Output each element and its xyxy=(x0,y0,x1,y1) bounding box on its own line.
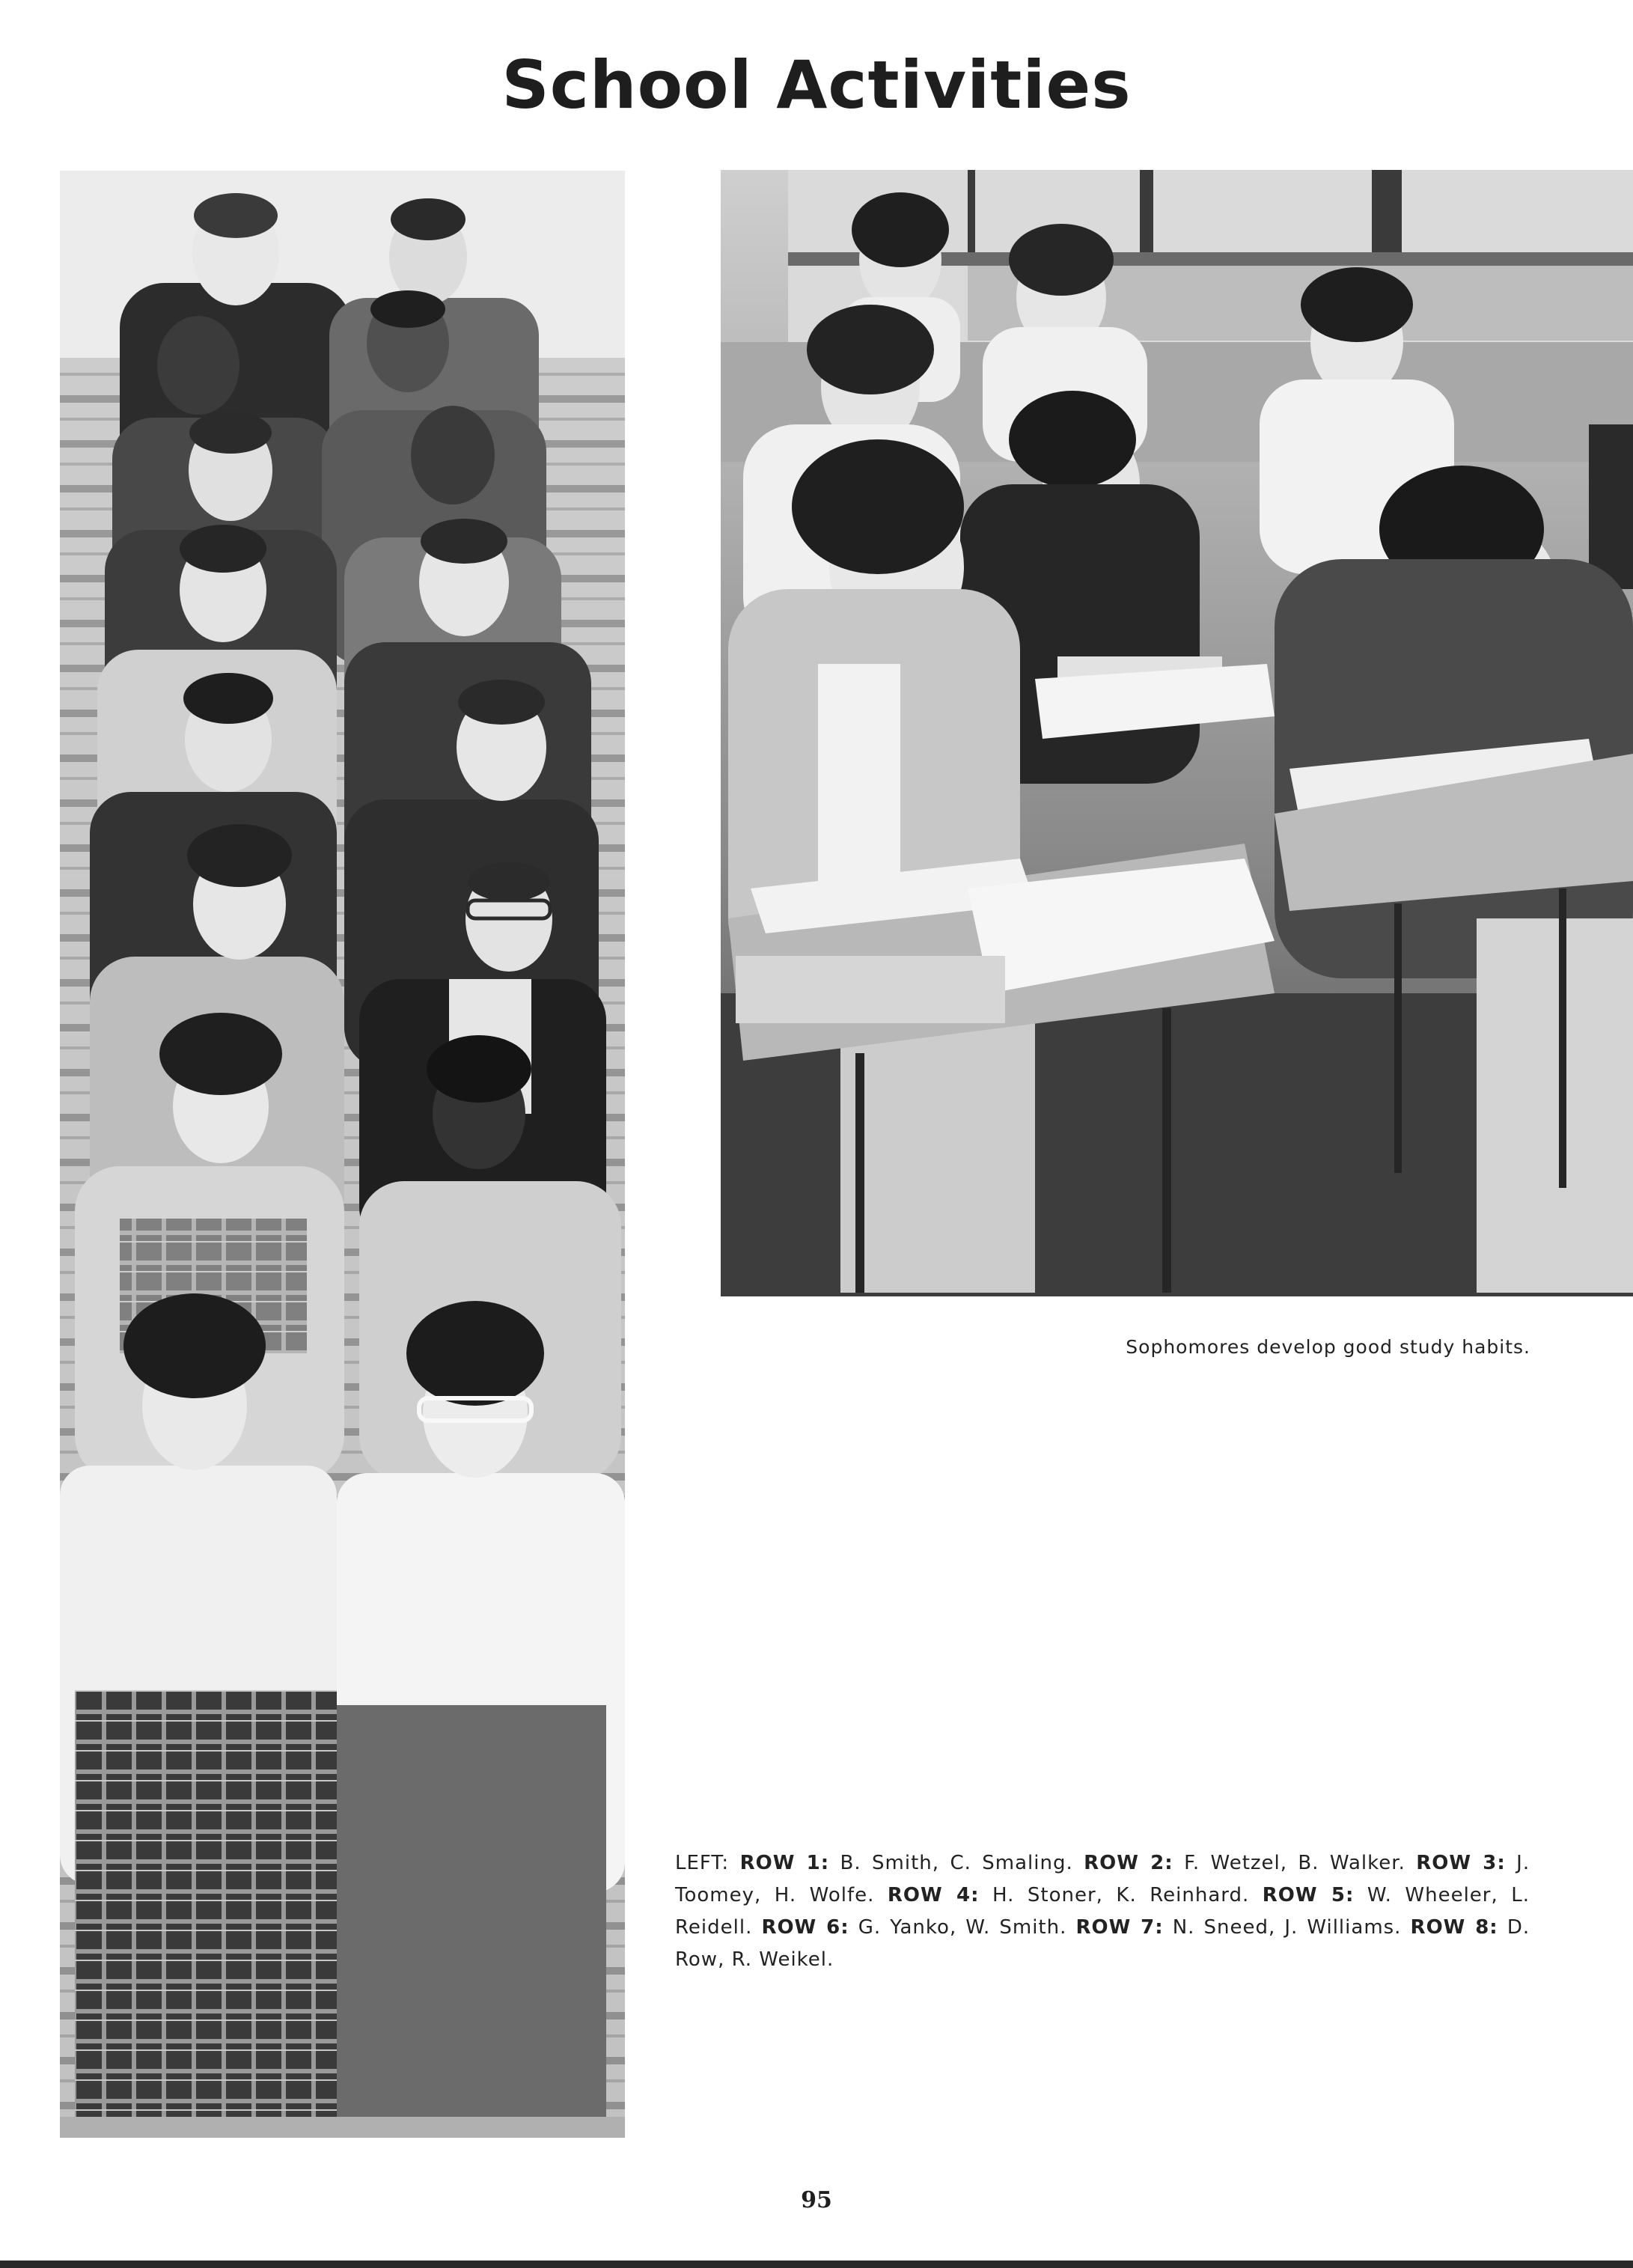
row-label: ROW 8: xyxy=(1410,1916,1498,1939)
row-names: N. Sneed, J. Williams. xyxy=(1172,1916,1402,1939)
page-number: 95 xyxy=(801,2187,832,2213)
row-names: H. Stoner, K. Reinhard. xyxy=(992,1884,1250,1906)
names-caption xyxy=(675,1847,1530,1976)
page-title: School Activities xyxy=(501,46,1132,124)
group-photo xyxy=(60,171,625,2138)
row-label: ROW 1: xyxy=(739,1852,830,1874)
row-names: F. Wetzel, B. Walker. xyxy=(1184,1852,1405,1874)
row-names: W. Wheeler, L. Reidell. xyxy=(675,1884,1530,1939)
row-label: ROW 4: xyxy=(887,1884,980,1906)
row-names: B. Smith, C. Smaling. xyxy=(840,1852,1073,1874)
row-label: ROW 3: xyxy=(1416,1852,1506,1874)
row-names: J. Toomey, H. Wolfe. xyxy=(675,1852,1530,1906)
classroom-photo xyxy=(721,170,1633,1296)
row-label: ROW 6: xyxy=(761,1916,849,1939)
page-edge xyxy=(0,2261,1633,2268)
row-label: ROW 7: xyxy=(1075,1916,1164,1939)
row-label: ROW 2: xyxy=(1084,1852,1173,1874)
photo-caption: Sophomores develop good study habits. xyxy=(1126,1336,1530,1358)
row-names: D. Row, R. Weikel. xyxy=(675,1916,1530,1971)
row-label: ROW 5: xyxy=(1262,1884,1355,1906)
names-caption-intro: LEFT: xyxy=(675,1852,730,1874)
row-names: G. Yanko, W. Smith. xyxy=(858,1916,1067,1939)
